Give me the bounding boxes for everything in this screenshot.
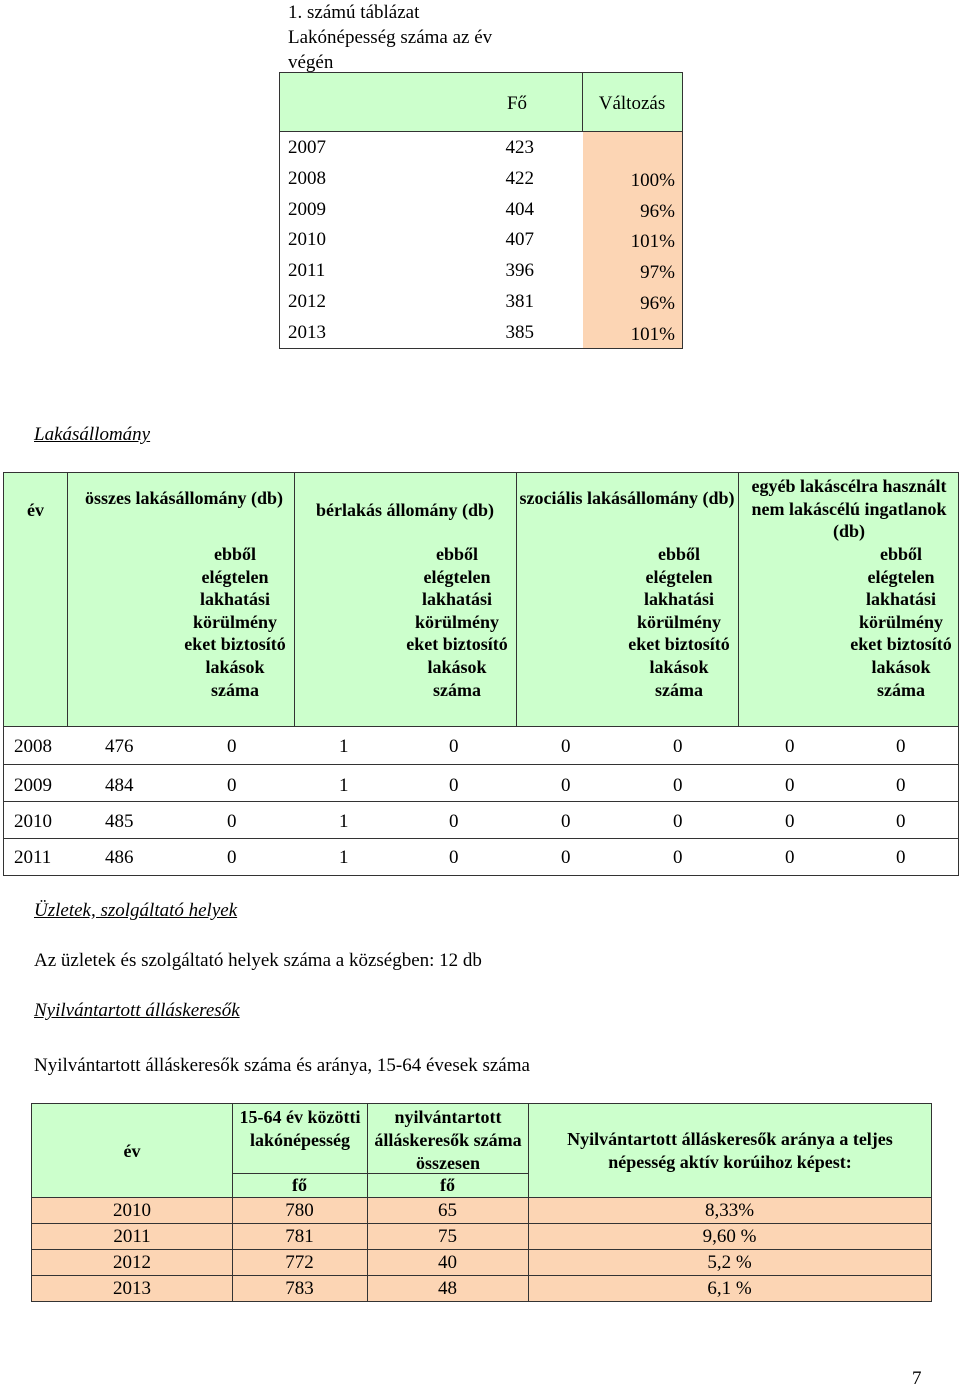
table1-title-line1: 1. számú táblázat	[288, 2, 420, 23]
header-valtozas: Változás	[598, 93, 666, 114]
subheader-ebbol: ebből elégtelen lakhatási körülmény eket biztosító lakások száma	[406, 544, 508, 700]
row-change: 101%	[630, 324, 675, 345]
cell: 0	[561, 775, 571, 796]
row-year: 2012	[288, 291, 326, 312]
cell: 0	[227, 847, 237, 868]
header-szocialis: szociális lakásállomány (db)	[519, 488, 735, 508]
row-divider	[32, 1249, 931, 1250]
cell: 0	[785, 847, 795, 868]
table-row	[280, 195, 682, 225]
table-row	[280, 256, 682, 286]
cell: 0	[785, 775, 795, 796]
header-ev: év	[27, 500, 44, 520]
cell: 0	[449, 811, 459, 832]
row-year: 2010	[113, 1200, 151, 1221]
cell: 0	[673, 736, 683, 757]
section-heading-uzletek: Üzletek, szolgáltató helyek	[34, 900, 238, 921]
population-table	[279, 72, 683, 349]
column-divider	[294, 473, 295, 726]
cell: 0	[673, 847, 683, 868]
column-divider	[516, 473, 517, 726]
row-change: 97%	[640, 262, 675, 283]
column-divider	[67, 473, 68, 726]
cell: 484	[105, 775, 134, 796]
row-pop: 783	[285, 1278, 314, 1299]
header-ev: év	[123, 1141, 141, 1161]
header-nepesseg: 15-64 év közötti lakónépesség	[239, 1107, 361, 1150]
cell: 0	[896, 811, 906, 832]
row-value: 404	[505, 199, 534, 220]
population-table-header	[280, 73, 682, 132]
row-ratio: 8,33%	[704, 1200, 755, 1221]
cell: 0	[896, 847, 906, 868]
row-divider	[4, 726, 958, 727]
row-change: 101%	[630, 231, 675, 252]
row-year: 2011	[113, 1226, 151, 1247]
cell: 0	[449, 775, 459, 796]
row-year: 2007	[288, 137, 326, 158]
row-pop: 780	[285, 1200, 314, 1221]
row-divider	[4, 764, 958, 765]
cell: 0	[561, 847, 571, 868]
row-value: 381	[505, 291, 534, 312]
cell: 476	[105, 736, 134, 757]
header-fo: Fő	[506, 93, 528, 114]
cell: 0	[896, 736, 906, 757]
cell: 0	[227, 811, 237, 832]
row-year: 2010	[14, 811, 52, 832]
header-egyeb: egyéb lakáscélra használt nem lakáscélú ingatlanok (db)	[751, 476, 947, 542]
cell: 1	[339, 847, 349, 868]
section-heading-lakasallomany: Lakásállomány	[34, 424, 151, 445]
allaskeresok-text: Nyilvántartott álláskeresők száma és aránya, 15-64 évesek száma	[34, 1055, 530, 1076]
row-year: 2013	[288, 322, 326, 343]
cell: 0	[449, 736, 459, 757]
header-berlakas: bérlakás állomány (db)	[315, 500, 495, 520]
uzletek-text: Az üzletek és szolgáltató helyek száma a községben: 12 db	[34, 950, 482, 971]
subheader-ebbol: ebből elégtelen lakhatási körülmény eket biztosító lakások száma	[628, 544, 730, 700]
row-ratio: 5,2 %	[707, 1252, 752, 1273]
row-job: 48	[438, 1278, 457, 1299]
header-arany: Nyilvántartott álláskeresők aránya a teljes népesség aktív korúihoz képest:	[567, 1129, 893, 1172]
row-value: 422	[505, 168, 534, 189]
cell: 0	[673, 811, 683, 832]
row-year: 2012	[113, 1252, 151, 1273]
cell: 0	[561, 811, 571, 832]
cell: 0	[785, 811, 795, 832]
cell: 0	[227, 736, 237, 757]
row-job: 65	[438, 1200, 457, 1221]
cell: 1	[339, 811, 349, 832]
row-job: 75	[438, 1226, 457, 1247]
page-number: 7	[912, 1368, 922, 1389]
row-ratio: 9,60 %	[702, 1226, 757, 1247]
subheader-ebbol: ebből elégtelen lakhatási körülmény eket biztosító lakások száma	[184, 544, 286, 700]
row-year: 2013	[113, 1278, 151, 1299]
row-divider	[4, 838, 958, 839]
table-row	[280, 133, 682, 163]
unit-fo: fő	[440, 1175, 455, 1195]
row-job: 40	[438, 1252, 457, 1273]
row-change: 96%	[640, 201, 675, 222]
unit-fo: fő	[292, 1175, 307, 1195]
cell: 486	[105, 847, 134, 868]
table-row	[280, 164, 682, 194]
row-year: 2009	[14, 775, 52, 796]
row-year: 2011	[288, 260, 326, 281]
row-value: 407	[505, 229, 534, 250]
cell: 0	[561, 736, 571, 757]
header-osszes: összes lakásállomány (db)	[84, 488, 284, 508]
table1-title-line3: végén	[288, 52, 334, 73]
row-divider	[32, 1223, 931, 1224]
row-value: 423	[505, 137, 534, 158]
subheader-ebbol: ebből elégtelen lakhatási körülmény eket biztosító lakások száma	[850, 544, 952, 700]
row-year: 2010	[288, 229, 326, 250]
table-row	[280, 225, 682, 255]
row-change: 100%	[630, 170, 675, 191]
cell: 0	[673, 775, 683, 796]
cell: 0	[785, 736, 795, 757]
section-heading-allaskeresok: Nyilvántartott álláskeresők	[34, 1000, 240, 1021]
row-divider	[4, 801, 958, 802]
table-row	[280, 287, 682, 317]
cell: 0	[449, 847, 459, 868]
cell: 0	[896, 775, 906, 796]
row-pop: 772	[285, 1252, 314, 1273]
cell: 1	[339, 775, 349, 796]
row-year: 2009	[288, 199, 326, 220]
row-divider	[32, 1197, 931, 1198]
table-row	[280, 318, 682, 348]
table1-title	[288, 0, 548, 75]
jobseekers-table	[31, 1103, 932, 1302]
column-divider	[738, 473, 739, 726]
row-value: 385	[505, 322, 534, 343]
row-year: 2008	[288, 168, 326, 189]
row-year: 2008	[14, 736, 52, 757]
cell: 485	[105, 811, 134, 832]
row-value: 396	[505, 260, 534, 281]
row-ratio: 6,1 %	[707, 1278, 752, 1299]
row-pop: 781	[285, 1226, 314, 1247]
cell: 1	[339, 736, 349, 757]
row-year: 2011	[14, 847, 52, 868]
header-allaskeresok: nyilvántartott álláskeresők száma összesen	[374, 1107, 522, 1173]
cell: 0	[227, 775, 237, 796]
row-change: 96%	[640, 293, 675, 314]
row-divider	[32, 1275, 931, 1276]
table1-title-line2: Lakónépesség száma az év	[288, 27, 493, 48]
housing-table	[3, 472, 959, 876]
